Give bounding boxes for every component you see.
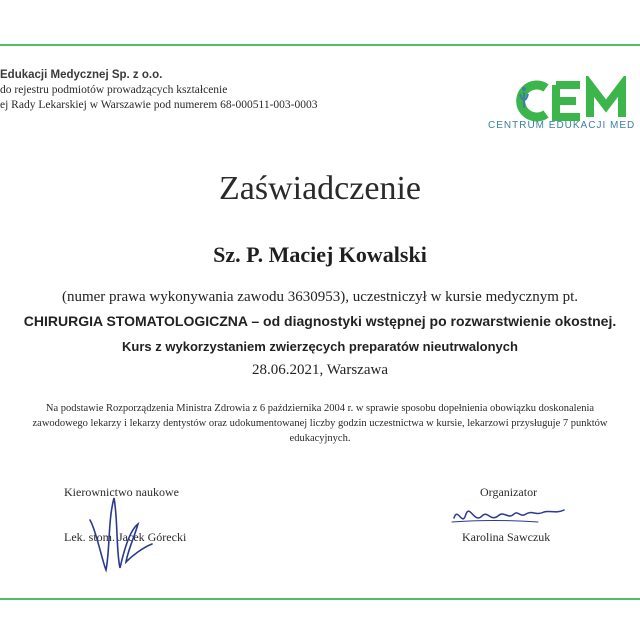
logo-letter-e <box>556 85 580 117</box>
top-border-line <box>0 44 640 46</box>
signature-stroke <box>454 510 564 519</box>
course-title: CHIRURGIA STOMATOLOGICZNA – od diagnostyki wstępnej po rozwarstwienie okostnej. <box>23 313 617 329</box>
issuer-name: Edukacji Medycznej Sp. z o.o. <box>0 69 163 81</box>
signature-underline <box>452 521 538 523</box>
logo-tagline: CENTRUM EDUKACJI MED <box>488 120 636 131</box>
bottom-border-line <box>0 598 640 600</box>
signature-stroke <box>90 498 152 570</box>
scientific-director-title: Kierownictwo naukowe <box>64 485 179 499</box>
issuer-registry-line: do rejestru podmiotów prowadzących kształcenie <box>0 84 228 96</box>
recipient-name: Sz. P. Maciej Kowalski <box>213 242 427 267</box>
licence-line: (numer prawa wykonywania zawodu 3630953), uczestniczył w kursie medycznym pt. <box>61 289 579 305</box>
logo-letter-m <box>590 85 622 117</box>
scientific-director-name: Lek. stom. Jacek Górecki <box>64 530 187 544</box>
organizer-title: Organizator <box>480 485 538 499</box>
logo-caduceus-dot <box>522 87 526 91</box>
date-place: 28.06.2021, Warszawa <box>252 362 388 378</box>
issuer-info <box>0 68 317 113</box>
course-subtitle: Kurs z wykorzystaniem zwierzęcych preparatów nieutrwalonych <box>122 339 518 354</box>
organizer-signature <box>448 498 568 532</box>
organizer-name: Karolina Sawczuk <box>462 530 551 544</box>
certificate-title: Zaświadczenie <box>219 170 421 207</box>
issuer-registry-number: ej Rady Lekarskiej w Warszawie pod numerem 68-000511-003-0003 <box>0 99 318 111</box>
legal-basis-text: Na podstawie Rozporządzenia Ministra Zdrowia z 6 października 2004 r. w sprawie sposobu dopełnienia obowiązku doskonalenia zawodowego lekarzy i lekarzy dentystów oraz udokumentowanej liczby godzin uczestnictwa w kursie, lekarzowi przysługuje 7 punktów edukacyjnych. <box>32 403 608 444</box>
scientific-director-signature <box>86 490 156 576</box>
